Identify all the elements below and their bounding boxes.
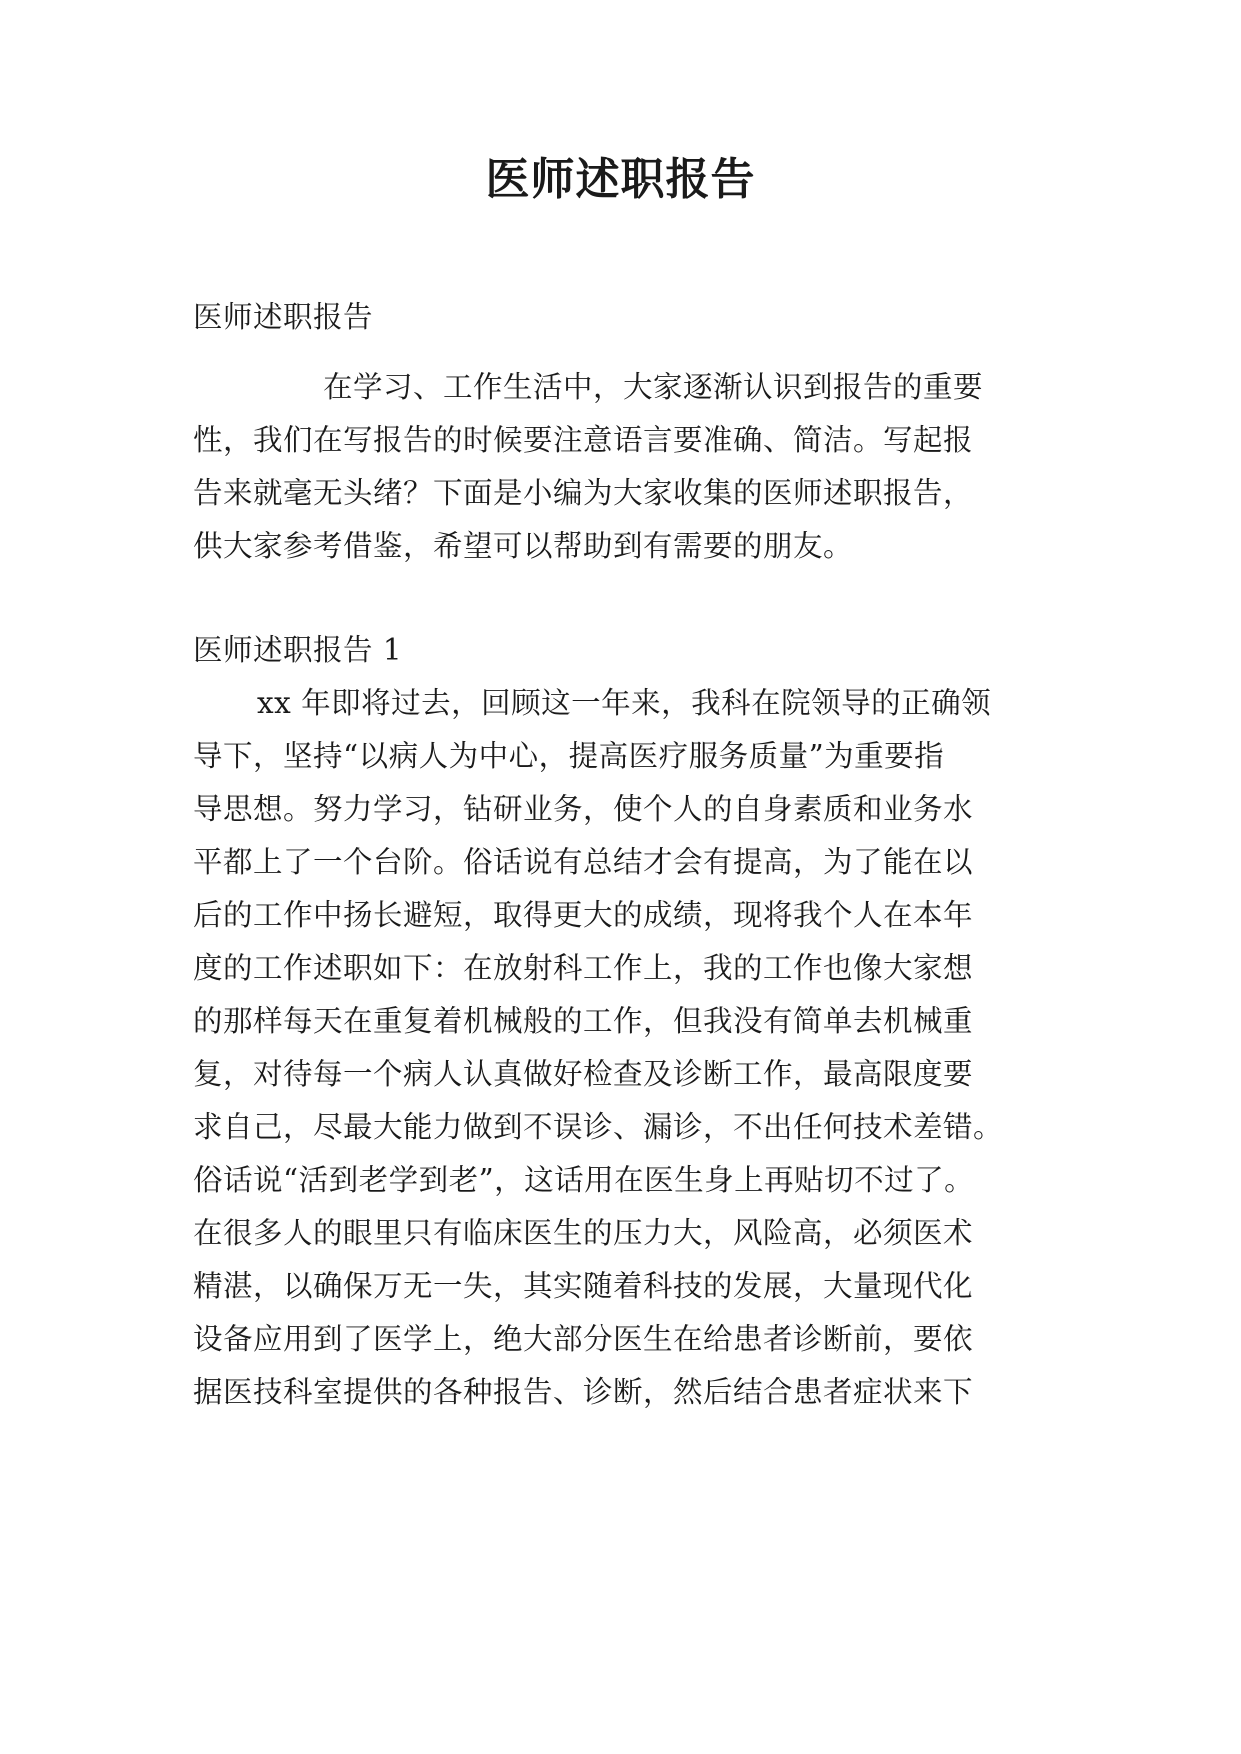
section-line-14: 据医技科室提供的各种报告、诊断，然后结合患者症状来下 [193,1375,974,1409]
intro-line-3: 告来就毫无头绪？下面是小编为大家收集的医师述职报告， [193,476,974,510]
document-subtitle: 医师述职报告 [193,300,374,334]
section-line-12: 精湛，以确保万无一失，其实随着科技的发展，大量现代化 [193,1269,974,1303]
section-line-10: 俗话说“活到老学到老”，这话用在医生身上再贴切不过了。 [193,1163,975,1197]
section-line-4: 平都上了一个台阶。俗话说有总结才会有提高，为了能在以 [193,845,974,879]
section-heading: 医师述职报告 1 [193,633,403,667]
section-line-1: xx 年即将过去，回顾这一年来，我科在院领导的正确领 [257,686,992,720]
section-line-11: 在很多人的眼里只有临床医生的压力大，风险高，必须医术 [193,1216,974,1250]
section-line-13: 设备应用到了医学上，绝大部分医生在给患者诊断前，要依 [193,1322,974,1356]
intro-line-1: 在学习、工作生活中，大家逐渐认识到报告的重要 [323,370,984,404]
section-line-3: 导思想。努力学习，钻研业务，使个人的自身素质和业务水 [193,792,974,826]
section-line-5: 后的工作中扬长避短，取得更大的成绩，现将我个人在本年 [193,898,974,932]
section-line-7: 的那样每天在重复着机械般的工作，但我没有简单去机械重 [193,1004,974,1038]
document-title: 医师述职报告 [485,154,756,205]
intro-line-2: 性，我们在写报告的时候要注意语言要准确、简洁。写起报 [193,423,974,457]
section-line-6: 度的工作述职如下：在放射科工作上，我的工作也像大家想 [193,951,974,985]
section-line-8: 复，对待每一个病人认真做好检查及诊断工作，最高限度要 [193,1057,974,1091]
intro-line-4: 供大家参考借鉴，希望可以帮助到有需要的朋友。 [193,529,854,563]
section-line-9: 求自己，尽最大能力做到不误诊、漏诊，不出任何技术差错。 [193,1110,1004,1144]
section-line-2: 导下，坚持“以病人为中心，提高医疗服务质量”为重要指 [193,739,945,773]
